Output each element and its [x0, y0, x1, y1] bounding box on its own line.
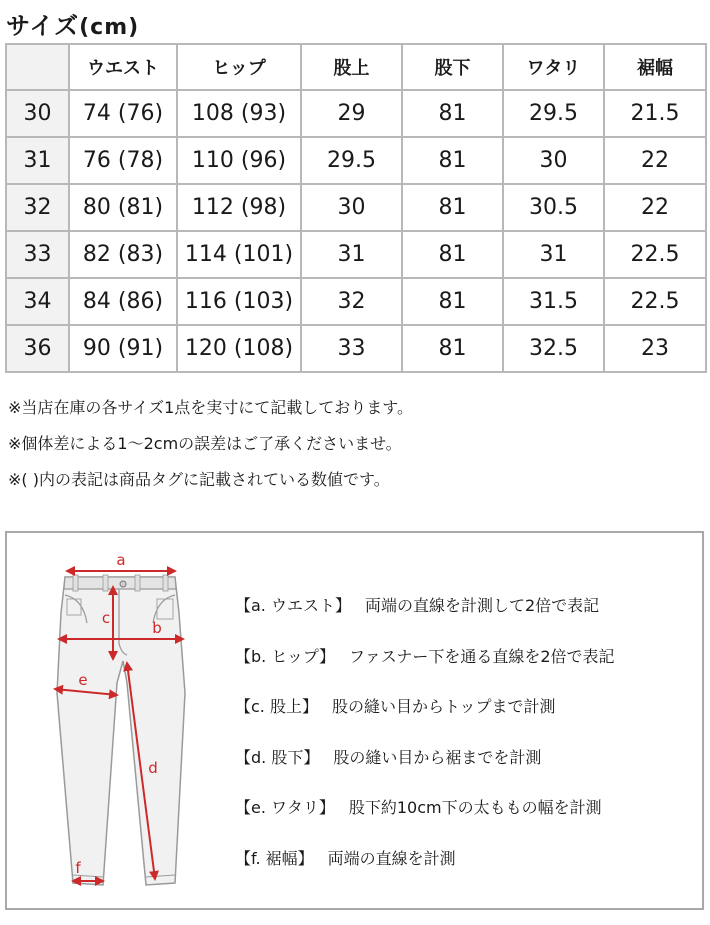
size-cell: 31	[6, 137, 69, 184]
label-e: e	[78, 671, 88, 689]
table-row	[6, 231, 706, 278]
header-corner	[6, 44, 69, 90]
title-main: サイズ	[6, 12, 80, 40]
table-cell: 120 (108)	[177, 325, 301, 372]
table-cell: 22	[604, 137, 706, 184]
table-row	[6, 137, 706, 184]
measurement-guide	[5, 531, 704, 910]
table-cell: 29.5	[503, 90, 604, 137]
table-cell: 81	[402, 137, 503, 184]
table-cell: 112 (98)	[177, 184, 301, 231]
table-row	[6, 90, 706, 137]
measure-key: 【f. 裾幅】	[235, 848, 314, 868]
size-cell: 30	[6, 90, 69, 137]
header-waist: ウエスト	[69, 44, 177, 90]
table-cell: 33	[301, 325, 402, 372]
measure-item-b	[235, 642, 615, 693]
measure-item-a	[235, 591, 615, 642]
measure-key: 【d. 股下】	[235, 747, 320, 767]
table-cell: 81	[402, 90, 503, 137]
table-cell: 81	[402, 278, 503, 325]
measure-key: 【e. ワタリ】	[235, 798, 335, 817]
table-cell: 81	[402, 231, 503, 278]
table-cell: 30.5	[503, 184, 604, 231]
table-cell: 74 (76)	[69, 90, 177, 137]
table-cell: 31.5	[503, 278, 604, 325]
measurement-legend	[235, 591, 615, 894]
table-cell: 32	[301, 278, 402, 325]
measure-desc: 両端の直線を計測して2倍で表記	[364, 596, 600, 615]
table-cell: 31	[503, 231, 604, 278]
measure-desc: 股下約10cm下の太ももの幅を計測	[348, 798, 602, 817]
measure-desc: 股の縫い目からトップまで計測	[331, 697, 556, 716]
table-row	[6, 278, 706, 325]
table-cell: 81	[402, 184, 503, 231]
size-cell: 36	[6, 325, 69, 372]
note-item: ※当店在庫の各サイズ1点を実寸にて記載しております。	[8, 398, 414, 417]
measure-desc: 股の縫い目から裾までを計測	[333, 747, 542, 767]
measure-key: 【b. ヒップ】	[235, 646, 336, 666]
table-cell: 90 (91)	[69, 325, 177, 372]
table-cell: 22.5	[604, 231, 706, 278]
table-cell: 32.5	[503, 325, 604, 372]
table-cell: 23	[604, 325, 706, 372]
size-table-header	[6, 44, 706, 90]
notes	[8, 393, 413, 501]
measure-item-e	[235, 793, 615, 844]
measure-desc: ファスナー下を通る直線を2倍で表記	[349, 646, 615, 666]
label-f: f	[75, 859, 81, 877]
label-b: b	[152, 619, 162, 637]
size-cell: 34	[6, 278, 69, 325]
table-row	[6, 184, 706, 231]
header-hem: 裾幅	[604, 44, 706, 90]
table-cell: 108 (93)	[177, 90, 301, 137]
label-d: d	[148, 759, 158, 777]
size-cell: 33	[6, 231, 69, 278]
table-cell: 82 (83)	[69, 231, 177, 278]
table-cell: 22	[604, 184, 706, 231]
label-a: a	[116, 551, 126, 569]
measure-desc: 両端の直線を計測	[327, 848, 456, 868]
note-item: ※( )内の表記は商品タグに記載されている数値です。	[8, 470, 390, 489]
table-cell: 114 (101)	[177, 231, 301, 278]
header-hip: ヒップ	[177, 44, 301, 90]
measure-item-c	[235, 692, 615, 743]
measure-item-f	[235, 844, 615, 895]
table-cell: 29.5	[301, 137, 402, 184]
title-unit: (cm)	[79, 15, 140, 40]
table-cell: 31	[301, 231, 402, 278]
table-cell: 84 (86)	[69, 278, 177, 325]
measure-key: 【c. 股上】	[235, 697, 318, 716]
table-cell: 30	[503, 137, 604, 184]
size-cell: 32	[6, 184, 69, 231]
page-title	[6, 6, 139, 41]
table-cell: 30	[301, 184, 402, 231]
measure-item-d	[235, 743, 615, 794]
header-inseam: 股下	[402, 44, 503, 90]
pants-outline	[57, 577, 185, 885]
pants-diagram	[43, 543, 203, 895]
header-thigh: ワタリ	[503, 44, 604, 90]
measure-key: 【a. ウエスト】	[235, 596, 351, 615]
table-cell: 21.5	[604, 90, 706, 137]
table-row	[6, 325, 706, 372]
table-cell: 80 (81)	[69, 184, 177, 231]
table-cell: 110 (96)	[177, 137, 301, 184]
table-cell: 81	[402, 325, 503, 372]
table-cell: 29	[301, 90, 402, 137]
header-rise: 股上	[301, 44, 402, 90]
label-c: c	[101, 609, 111, 627]
size-table	[5, 43, 707, 373]
table-cell: 116 (103)	[177, 278, 301, 325]
table-cell: 22.5	[604, 278, 706, 325]
table-cell: 76 (78)	[69, 137, 177, 184]
note-item: ※個体差による1〜2cmの誤差はご了承くださいませ。	[8, 434, 402, 453]
